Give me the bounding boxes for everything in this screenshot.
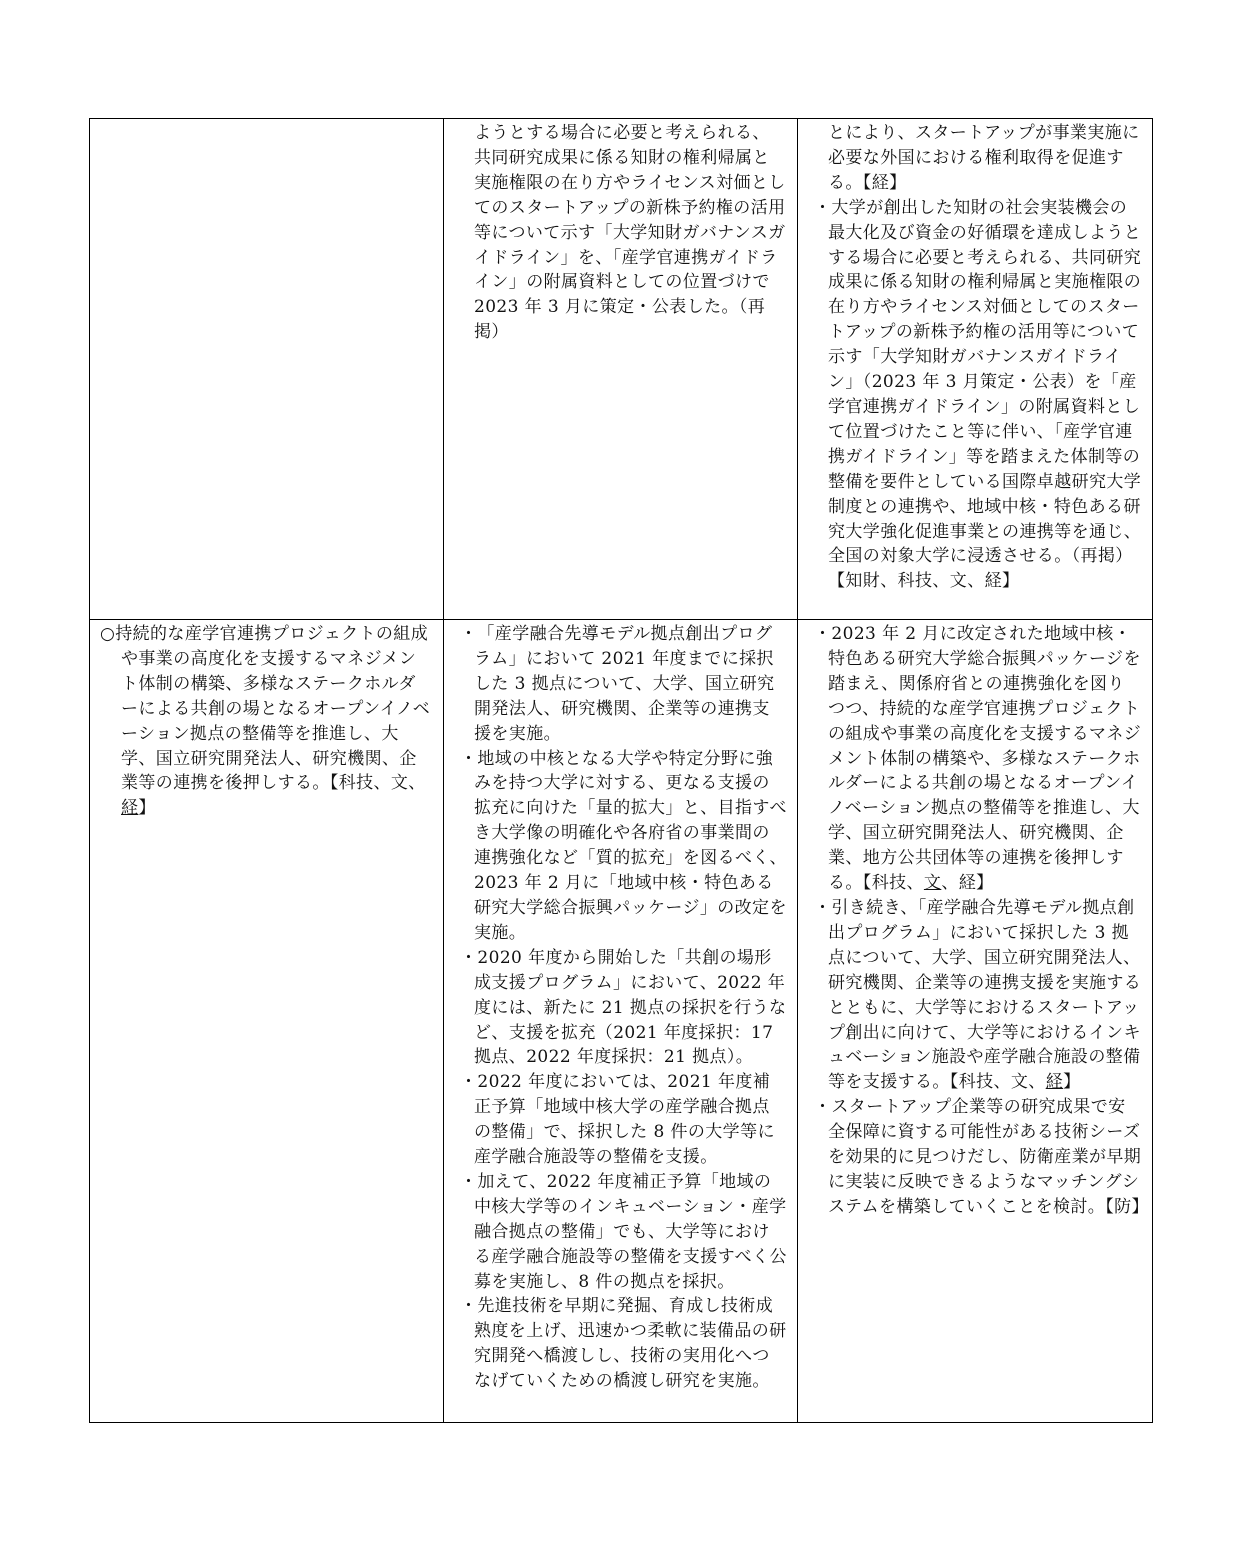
bullet-mark: ・ [814, 897, 832, 918]
progress-item [454, 747, 787, 946]
bullet-mark: ・ [814, 197, 832, 218]
plan-item [808, 196, 1142, 595]
bullet-mark: ・ [460, 1296, 478, 1317]
goal-cell [90, 620, 444, 1423]
plan-item-underlined: 経 [1045, 1072, 1064, 1093]
bullet-mark: ・ [460, 947, 478, 968]
goal-tag-pre: 【科技、文、 [329, 773, 426, 794]
plan-item [808, 1095, 1149, 1220]
progress-item [454, 946, 787, 1071]
plan-cell [798, 620, 1153, 1423]
goal-cell [90, 119, 444, 620]
plan-continuation: とにより、スタートアップが事業実施に必要な外国における権利取得を促進する。【経】 [828, 123, 1140, 193]
progress-cell [444, 620, 798, 1423]
goal-text: 持続的な産学官連携プロジェクトの組成や事業の高度化を支援するマネジメント体制の構築、多様なステークホルダーによる共創の場となるオープンイノベーション拠点の整備等を推進し、大学、国立研究開発法人、研究機関、企業等の連携を後押しする。 [115, 624, 431, 794]
plan-item-text: 2023 年 2 月に改定された地域中核・特色ある研究大学総合振興パッケージを踏まえ、関係府省との連携強化を図りつつ、持続的な産学官連携プロジェクトの組成や事業の高度化を支援するマネジメント体制の構築や、多様なステークホルダーによる共創の場となるオープンイノベーション拠点の整備等を推進し、大学、国立研究開発法人、研究機関、企業、地方公共団体等の連携を後押しする。【科技、 [828, 624, 1142, 894]
progress-item-text: 加えて、2022 年度補正予算「地域の中核大学等のインキュベーション・産学融合拠点の整備」でも、大学等における産学融合施設等の整備を支援すべく公募を実施し、8 件の拠点を採択。 [474, 1171, 787, 1292]
plan-item-tail: 、経】 [941, 873, 994, 894]
table-row [90, 620, 1153, 1423]
progress-item [454, 622, 787, 747]
bullet-mark: ・ [814, 624, 832, 644]
progress-item-text: 2020 年度から開始した「共創の場形成支援プログラム」において、2022 年度には、新たに 21 拠点の採択を行うなど、支援を拡充（2021 年度採択：17 拠点、2022 年度採択：21 拠点）。 [474, 947, 787, 1068]
goal-item [100, 622, 433, 821]
progress-continuation: ようとする場合に必要と考えられる、共同研究成果に係る知財の権利帰属と実施権限の在り方やライセンス対価としてのスタートアップの新株予約権の活用等について示す「大学知財ガバナンスガイドライン」を、「産学官連携ガイドライン」の附属資料としての位置づけで 2023 年 3 月に策定・公表した。（再掲） [474, 123, 786, 343]
bullet-mark: ・ [814, 1097, 832, 1118]
progress-item-text: 地域の中核となる大学や特定分野に強みを持つ大学に対する、更なる支援の拡充に向けた「量的拡大」と、目指すべき大学像の明確化や各府省の事業間の連携強化など「質的拡充」を図るべく、2023 年 2 月に「地域中核・特色ある研究大学総合振興パッケージ」の改定を実施。 [474, 748, 787, 943]
plan-item-underlined: 文 [923, 873, 942, 894]
plan-cell [798, 119, 1153, 620]
bullet-mark: ・ [460, 748, 478, 769]
bullet-mark: ・ [460, 1171, 478, 1192]
goal-tag-underlined: 経 [121, 798, 139, 819]
progress-cell [444, 119, 798, 620]
progress-item-text: 先進技術を早期に発掘、育成し技術成熟度を上げ、迅速かつ柔軟に装備品の研究開発へ橋渡しし、技術の実用化へつなげていくための橋渡し研究を実施。 [474, 1296, 787, 1392]
progress-item [454, 1170, 787, 1295]
plan-item-text: 引き続き、「産学融合先導モデル拠点創出プログラム」において採択した 3 拠点について、大学、国立研究開発法人、研究機関、企業等の連携支援を実施するとともに、大学等におけるスタートアップ創出に向けて、大学等におけるインキュベーション施設や産学融合施設の整備等を支援する。【科技、文、 [828, 897, 1142, 1093]
progress-item-text: 「産学融合先導モデル拠点創出プログラム」において 2021 年度までに採択した 3 拠点について、大学、国立研究開発法人、研究機関、企業等の連携支援を実施。 [474, 624, 775, 744]
goal-tag-post: 】 [138, 798, 156, 819]
policy-table [89, 118, 1153, 1423]
circle-mark: ○ [100, 624, 116, 644]
plan-item-text: 大学が創出した知財の社会実装機会の最大化及び資金の好循環を達成しようとする場合に必要と考えられる、共同研究成果に係る知財の権利帰属と実施権限の在り方やライセンス対価としてのスタートアップの新株予約権の活用等について示す「大学知財ガバナンスガイドライン」（2023 年 3 月策定・公表）を「産学官連携ガイドライン」の附属資料として位置づけたこと等に伴い、「産学官連携ガイドライン」等を踏まえた体制等の整備を要件としている国際卓越研究大学制度との連携や、地域中核・特色ある研究大学強化促進事業との連携等を通じ、全国の対象大学に浸透させる。（再掲）【知財、科技、文、経】 [828, 197, 1142, 592]
plan-item-text: スタートアップ企業等の研究成果で安全保障に資する可能性がある技術シーズを効果的に見つけだし、防衛産業が早期に実装に反映できるようなマッチングシステムを構築していくことを検討。【防】 [828, 1097, 1149, 1217]
progress-item [454, 1070, 787, 1170]
plan-item [808, 896, 1142, 1095]
progress-item-text: 2022 年度においては、2021 年度補正予算「地域中核大学の産学融合拠点の整備」で、採択した 8 件の大学等に産学融合施設等の整備を支援。 [474, 1072, 775, 1168]
plan-item-tail: 】 [1063, 1072, 1081, 1093]
progress-item [454, 1294, 787, 1394]
plan-item [808, 622, 1142, 896]
bullet-mark: ・ [460, 1072, 478, 1093]
bullet-mark: ・ [460, 624, 478, 644]
table-row [90, 119, 1153, 620]
